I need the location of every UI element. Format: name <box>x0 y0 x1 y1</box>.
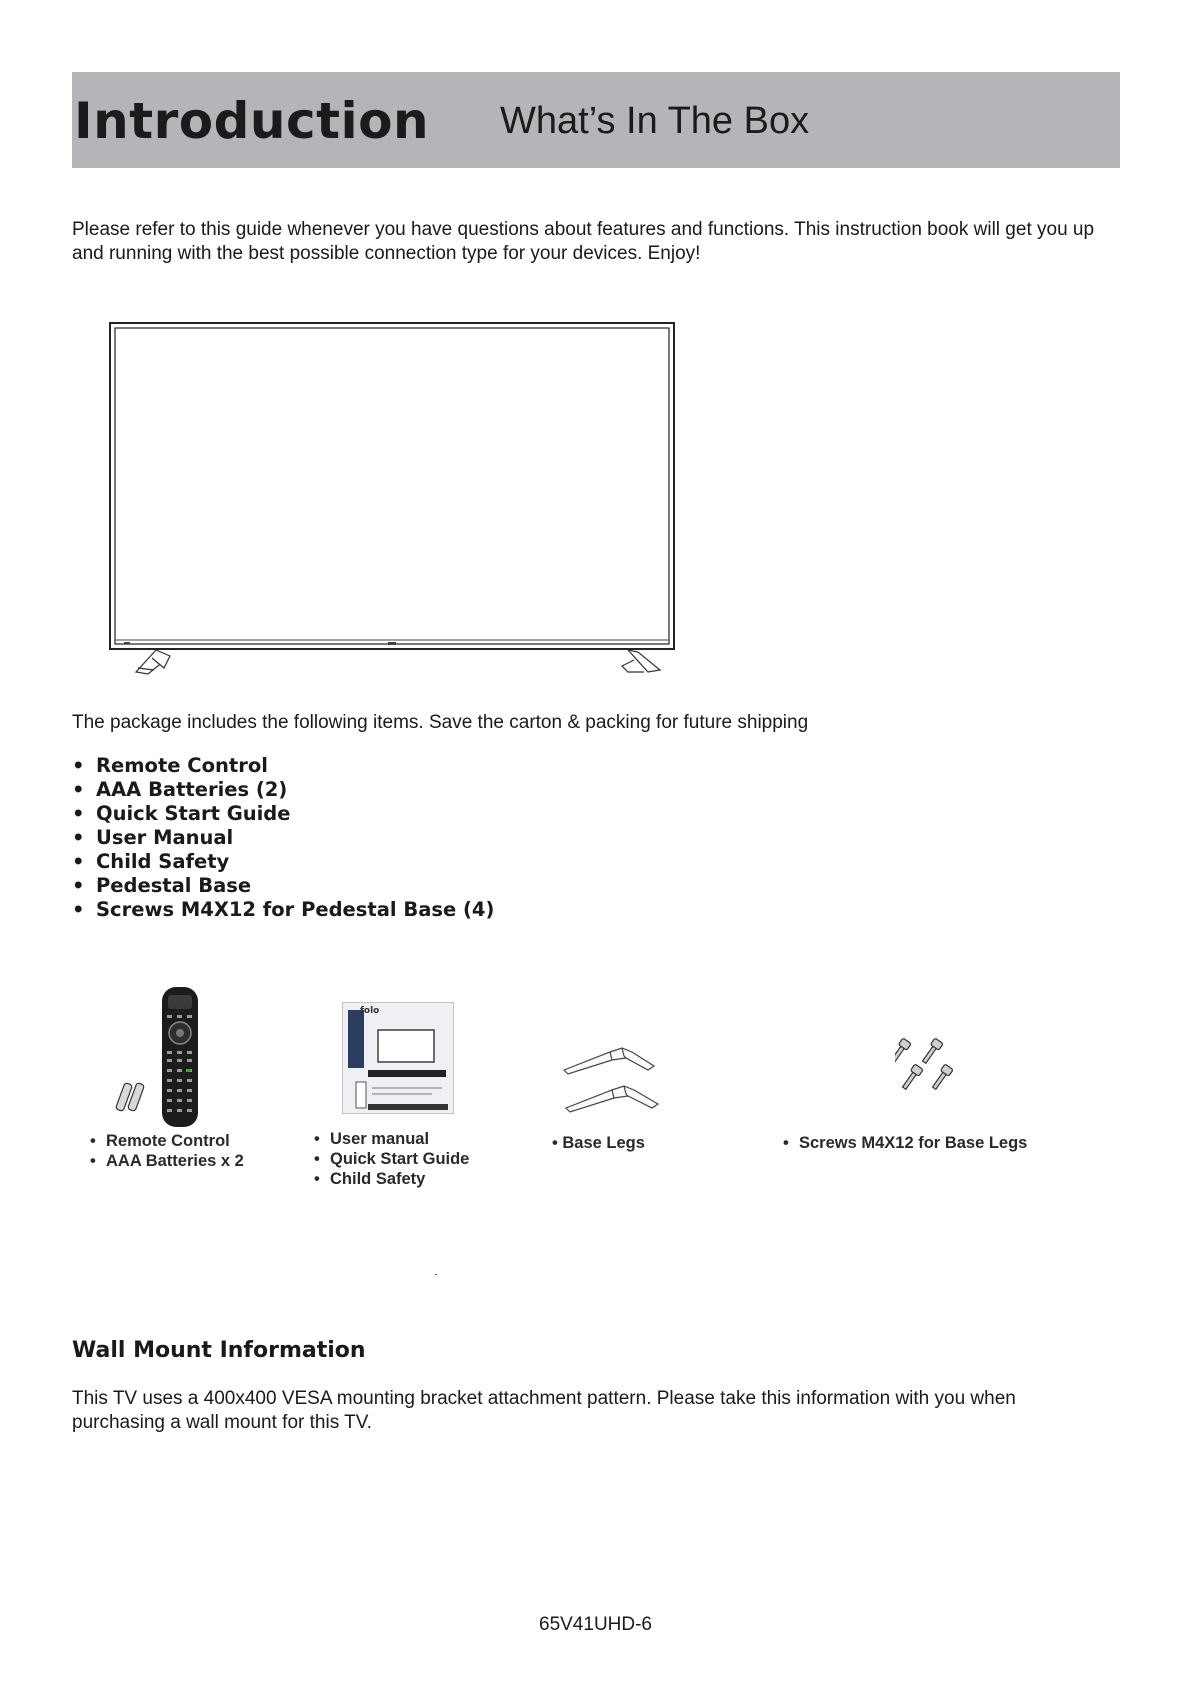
list-item: • Remote Control <box>72 754 268 777</box>
screws-captions <box>783 1133 1027 1153</box>
screws-icon <box>895 1036 965 1098</box>
page-subtitle: What’s In The Box <box>500 100 810 142</box>
stray-mark <box>435 1274 437 1275</box>
tv-right-foot-icon <box>622 650 660 672</box>
list-item: • Screws M4X12 for Pedestal Base (4) <box>72 898 495 921</box>
list-item: • Screws M4X12 for Base Legs <box>783 1134 1028 1152</box>
wall-mount-heading: Wall Mount Information <box>72 1338 366 1363</box>
list-item: • User manual <box>314 1130 430 1148</box>
remote-control-icon <box>112 985 212 1130</box>
list-item: • Base Legs <box>552 1134 645 1152</box>
list-item: • Quick Start Guide <box>72 802 291 825</box>
svg-text:ƒolo: ƒolo <box>360 1006 380 1016</box>
list-item: • AAA Batteries x 2 <box>90 1152 244 1170</box>
page-title: Introduction <box>74 92 430 150</box>
package-description: The package includes the following items. Save the carton & packing for future shipping <box>72 712 809 733</box>
remote-captions <box>90 1131 244 1171</box>
list-item: • Child Safety <box>314 1170 426 1188</box>
list-item: • User Manual <box>72 826 234 849</box>
list-item: • AAA Batteries (2) <box>72 778 288 801</box>
list-item: • Remote Control <box>90 1132 230 1150</box>
legs-captions <box>552 1133 645 1153</box>
base-legs-icon <box>562 1042 662 1114</box>
list-item: • Child Safety <box>72 850 230 873</box>
manual-captions <box>314 1129 469 1189</box>
section-header <box>72 72 1120 168</box>
page-footer-id: 65V41UHD-6 <box>539 1614 652 1635</box>
package-item-list <box>72 754 494 922</box>
battery-icon <box>115 1082 144 1111</box>
intro-paragraph: Please refer to this guide whenever you have questions about features and functions. This instruction book will get you up and running with the best possible connection type for your devices. Enjoy! <box>72 219 1095 264</box>
wall-mount-paragraph: This TV uses a 400x400 VESA mounting bracket attachment pattern. Please take this information with you when purchasing a wall mount for this TV. <box>72 1388 1016 1433</box>
tv-left-foot-icon <box>136 650 170 674</box>
list-item: • Quick Start Guide <box>314 1150 470 1168</box>
tv-illustration <box>108 320 678 680</box>
list-item: • Pedestal Base <box>72 874 252 897</box>
manual-booklet-icon <box>342 1002 454 1114</box>
